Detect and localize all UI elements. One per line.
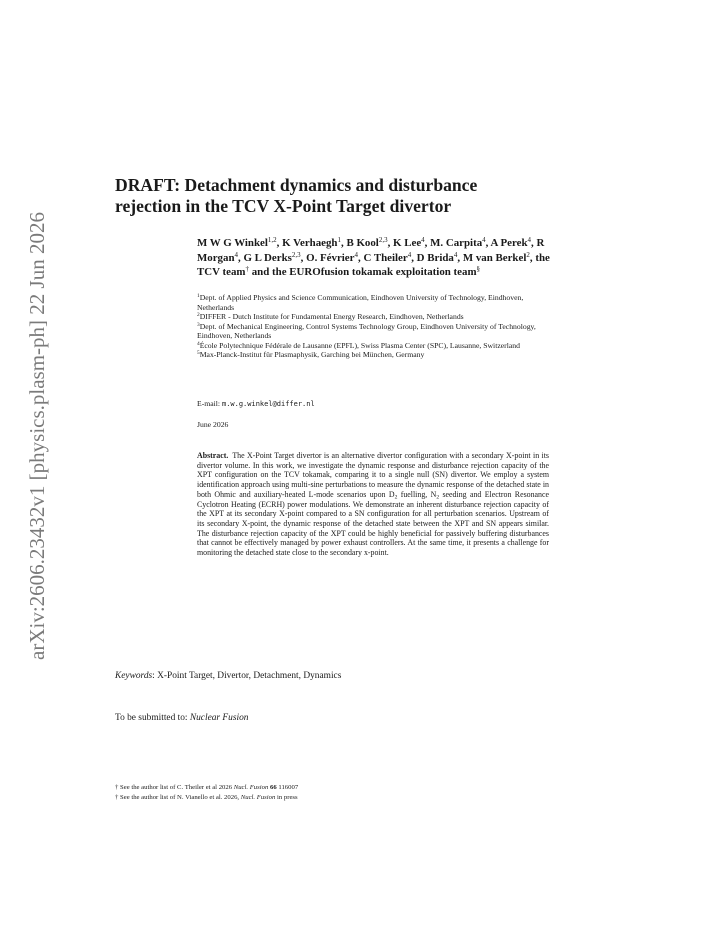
affiliation: $^4$École Polytechnique Fédérale de Lausanne (EPFL), Swiss Plasma Center (SPC), Lausanne, Switzerland <box>197 340 520 350</box>
keywords-label: Keywords <box>115 671 153 681</box>
author: C Theiler$^4$ <box>363 250 412 264</box>
author: K Verhaegh$^1$ <box>282 236 341 249</box>
author: D Brida$^4$ <box>416 250 458 264</box>
submit-label: To be submitted to: <box>115 713 190 723</box>
footnote: † See the author list of N. Vianello et al. 2026, Nucl. Fusion in press <box>115 793 298 801</box>
abstract-subscript: 2 <box>394 494 398 501</box>
keywords-text: : X-Point Target, Divertor, Detachment, Dynamics <box>152 671 342 681</box>
email-address: m.w.g.winkel@differ.nl <box>221 400 315 408</box>
arxiv-identifier: arXiv:2606.23432v1 [physics.plasm-ph] 22 Jun 2026 <box>25 212 49 660</box>
author: R Morgan$^4$ <box>197 237 545 264</box>
author: K Lee$^4$ <box>393 236 425 249</box>
author: A Perek$^4$ <box>490 236 532 249</box>
footnote: † See the author list of C. Theiler et al 2026 Nucl. Fusion 66 116007 <box>115 784 299 791</box>
author: O. Février$^4$ <box>306 250 358 264</box>
submit-journal: Nuclear Fusion <box>189 713 249 723</box>
abstract-text: The X-Point Target divertor is an alternative divertor configuration with a secondary X-point in its divertor volume. In this work, we investigate the dynamic response and disturbance rejection capacity of the XPT configuration on the TCV tokamak, comparing it to a single null (SN) divertor. We employ a system identification approach using multi-sine perturbations to measure the dynamic response of the detached state in both Ohmic and auxiliary-heated L-mode scenarios upon D <box>197 451 549 499</box>
author: M van Berkel$^2$ <box>462 250 530 264</box>
abstract-text: fuelling, N <box>397 489 437 499</box>
affiliation: $^5$Max-Planck-Institut für Plasmaphysik, Garching bei München, Germany <box>197 350 425 359</box>
author: the EUROfusion tokamak exploitation team§ <box>272 265 481 278</box>
author-list: M W G Winkel$^{1,2}$, K Verhaegh$^1$, B Kool$^{2,3}$, K Lee$^4$, M. Carpita$^4$, A Perek$^4$, R Morgan$^4$, G L Derks$^{2,3}$, O. Février$^4$, C Theiler$^4$, D Brida$^4$, M van Berkel$^2$, the TCV team† and the EUROfusion tokamak exploitation team§ <box>197 236 550 278</box>
affiliation: $^1$Dept. of Applied Physics and Science Communication, Eindhoven University of Technology, Eindhoven, Netherlands <box>197 293 524 312</box>
keywords <box>115 670 595 682</box>
email-line <box>197 399 557 409</box>
paper-title <box>115 175 595 217</box>
author: M. Carpita$^4$ <box>430 236 486 249</box>
email-label: E-mail: <box>197 399 221 408</box>
affiliation: $^3$Dept. of Mechanical Engineering, Control Systems Technology Group, Eindhoven University of Technology, Eindhoven, Netherlands <box>197 321 536 340</box>
author: G L Derks$^{2,3}$ <box>243 250 301 264</box>
author: B Kool$^{2,3}$ <box>346 236 388 249</box>
author: M W G Winkel$^{1,2}$ <box>197 236 277 249</box>
abstract <box>197 451 549 558</box>
affiliation: $^2$DIFFER - Dutch Institute for Fundamental Energy Research, Eindhoven, Netherlands <box>197 312 464 321</box>
affiliations <box>197 293 557 360</box>
abstract-text: seeding and Electron Resonance Cyclotron Heating (ECRH) power modulations. We demonstrate an inherent disturbance rejection capacity of the XPT at its secondary X-point compared to a SN configuration for all perturbation scenarios. Upstream of its secondary X-point, the dynamic response of the detached state between the XPT and SN appears similar. The disturbance rejection capacity of the XPT could be highly beneficial for passively buffering disturbances that cannot be effectively managed by power exhaust controllers. At the same time, it presents a challenge for monitoring the detached state close to the secondary x-point. <box>197 489 549 558</box>
author: the TCV team† <box>197 251 550 278</box>
abstract-heading: Abstract. <box>197 451 229 460</box>
abstract-subscript: 2 <box>436 494 440 501</box>
title-line: DRAFT: Detachment dynamics and disturbance <box>115 175 478 195</box>
title-line: rejection in the TCV X-Point Target divertor <box>115 196 452 216</box>
submission-note <box>115 712 595 724</box>
date: June 2026 <box>197 420 229 429</box>
footnotes <box>115 783 595 802</box>
